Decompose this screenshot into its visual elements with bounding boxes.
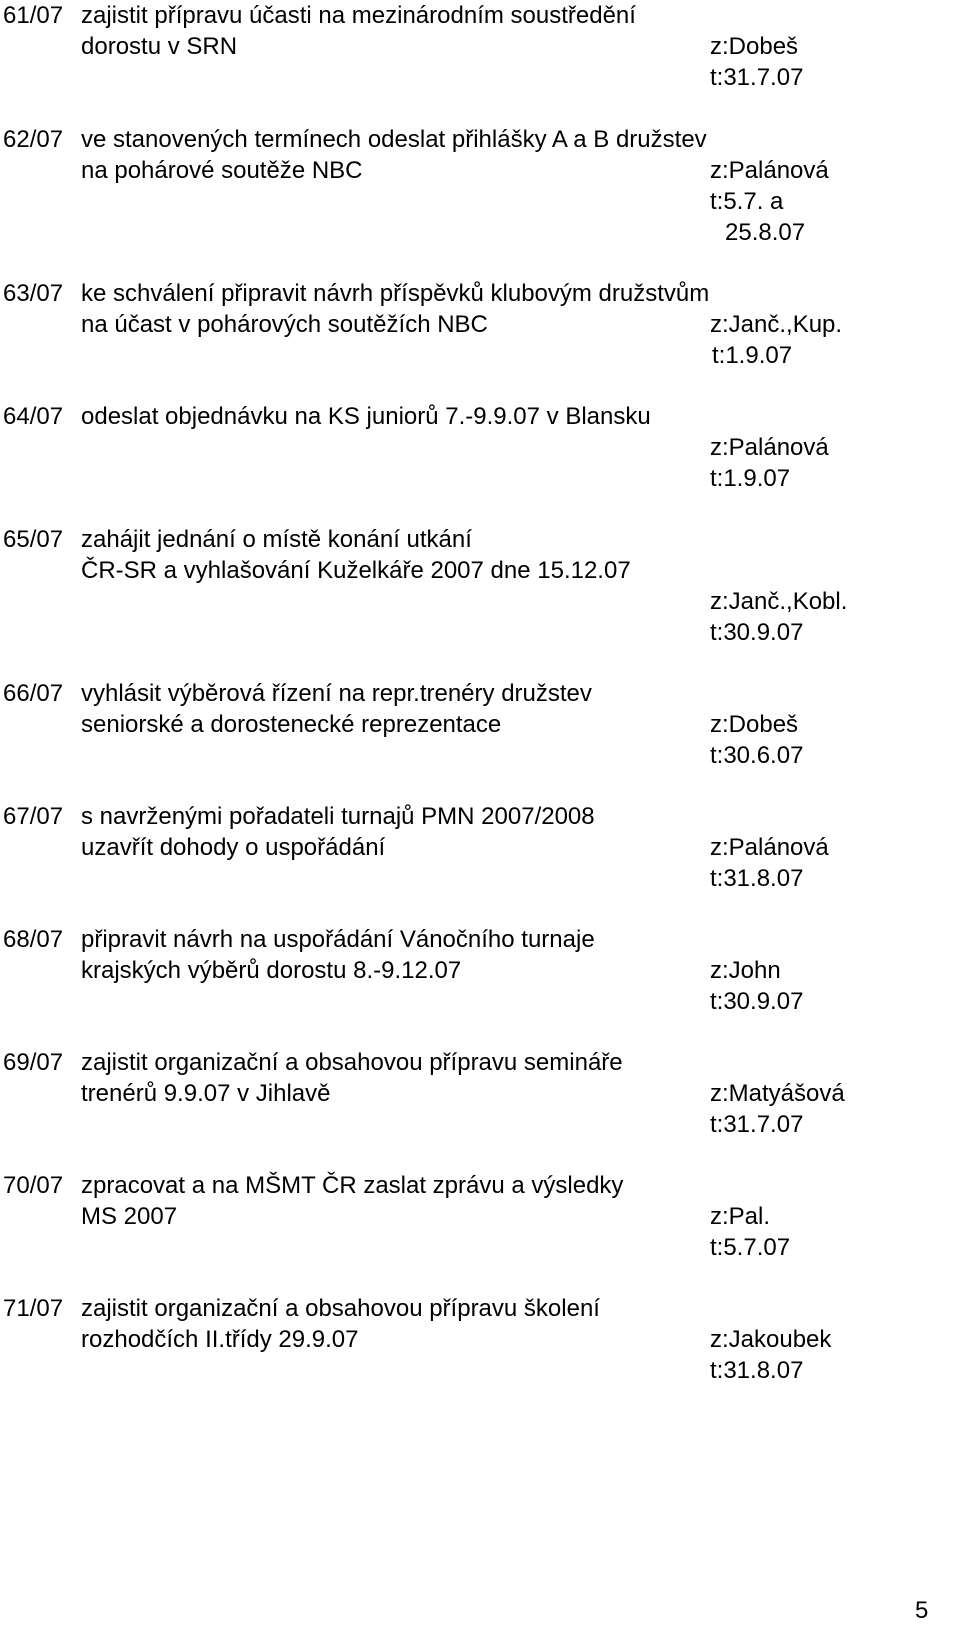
task-deadline: t:30.9.07	[710, 619, 804, 646]
task-text-line: zpracovat a na MŠMT ČR zaslat zprávu a výsledky	[81, 1172, 624, 1199]
task-text-line: s navrženými pořadateli turnajů PMN 2007/2008	[81, 803, 595, 830]
task-number: 64/07	[3, 403, 64, 430]
task-text-line: dorostu v SRN	[81, 33, 238, 60]
task-number: 67/07	[3, 803, 64, 830]
task-responsible: z:Jakoubek	[710, 1326, 832, 1353]
task-number: 65/07	[3, 526, 64, 553]
task-text-line: zahájit jednání o místě konání utkání	[81, 526, 472, 553]
task-number: 62/07	[3, 126, 64, 153]
task-text-line: krajských výběrů dorostu 8.-9.12.07	[81, 957, 462, 984]
task-responsible: z:Dobeš	[710, 711, 799, 738]
task-text-line: zajistit přípravu účasti na mezinárodním soustředění	[81, 2, 636, 29]
task-responsible: z:Matyášová	[710, 1080, 845, 1107]
task-deadline: t:31.7.07	[710, 64, 804, 91]
task-number: 70/07	[3, 1172, 64, 1199]
task-text-line: na pohárové soutěže NBC	[81, 157, 363, 184]
task-text-line: vyhlásit výběrová řízení na repr.trenéry družstev	[81, 680, 592, 707]
task-deadline: t:31.7.07	[710, 1111, 804, 1138]
task-deadline: t:30.6.07	[710, 742, 804, 769]
task-deadline: t:5.7.07	[710, 1234, 791, 1261]
task-text-line: trenérů 9.9.07 v Jihlavě	[81, 1080, 331, 1107]
task-deadline: t:30.9.07	[710, 988, 804, 1015]
task-responsible: z:Palánová	[710, 434, 829, 461]
task-deadline: t:5.7. a	[710, 188, 784, 215]
task-responsible: z:Pal.	[710, 1203, 771, 1230]
task-number: 69/07	[3, 1049, 64, 1076]
task-text-line: seniorské a dorostenecké reprezentace	[81, 711, 502, 738]
task-text-line: zajistit organizační a obsahovou přípravu semináře	[81, 1049, 623, 1076]
task-responsible: z:Palánová	[710, 834, 829, 861]
task-deadline: t:1.9.07	[710, 465, 791, 492]
task-responsible: z:Janč.,Kup.	[710, 311, 843, 338]
task-text-line: rozhodčích II.třídy 29.9.07	[81, 1326, 359, 1353]
task-responsible: z:John	[710, 957, 781, 984]
task-text-line: ke schválení připravit návrh příspěvků klubovým družstvům	[81, 280, 710, 307]
task-responsible: z:Dobeš	[710, 33, 799, 60]
task-text-line: zajistit organizační a obsahovou přípravu školení	[81, 1295, 600, 1322]
task-deadline: t:31.8.07	[710, 1357, 804, 1384]
task-number: 61/07	[3, 2, 64, 29]
task-text-line: ČR-SR a vyhlašování Kuželkáře 2007 dne 15.12.07	[81, 557, 631, 584]
task-text-line: uzavřít dohody o uspořádání	[81, 834, 386, 861]
task-text-line: odeslat objednávku na KS juniorů 7.-9.9.07 v Blansku	[81, 403, 651, 430]
task-text-line: připravit návrh na uspořádání Vánočního turnaje	[81, 926, 595, 953]
task-responsible: z:Janč.,Kobl.	[710, 588, 848, 615]
task-number: 71/07	[3, 1295, 64, 1322]
task-number: 66/07	[3, 680, 64, 707]
task-responsible: z:Palánová	[710, 157, 829, 184]
task-deadline: t:1.9.07	[712, 342, 793, 369]
task-number: 63/07	[3, 280, 64, 307]
page-number: 5	[915, 1597, 929, 1624]
task-text-line: MS 2007	[81, 1203, 178, 1230]
task-text-line: na účast v pohárových soutěžích NBC	[81, 311, 488, 338]
task-number: 68/07	[3, 926, 64, 953]
task-text-line: ve stanovených termínech odeslat přihlášky A a B družstev	[81, 126, 707, 153]
task-deadline: 25.8.07	[725, 219, 806, 246]
task-deadline: t:31.8.07	[710, 865, 804, 892]
